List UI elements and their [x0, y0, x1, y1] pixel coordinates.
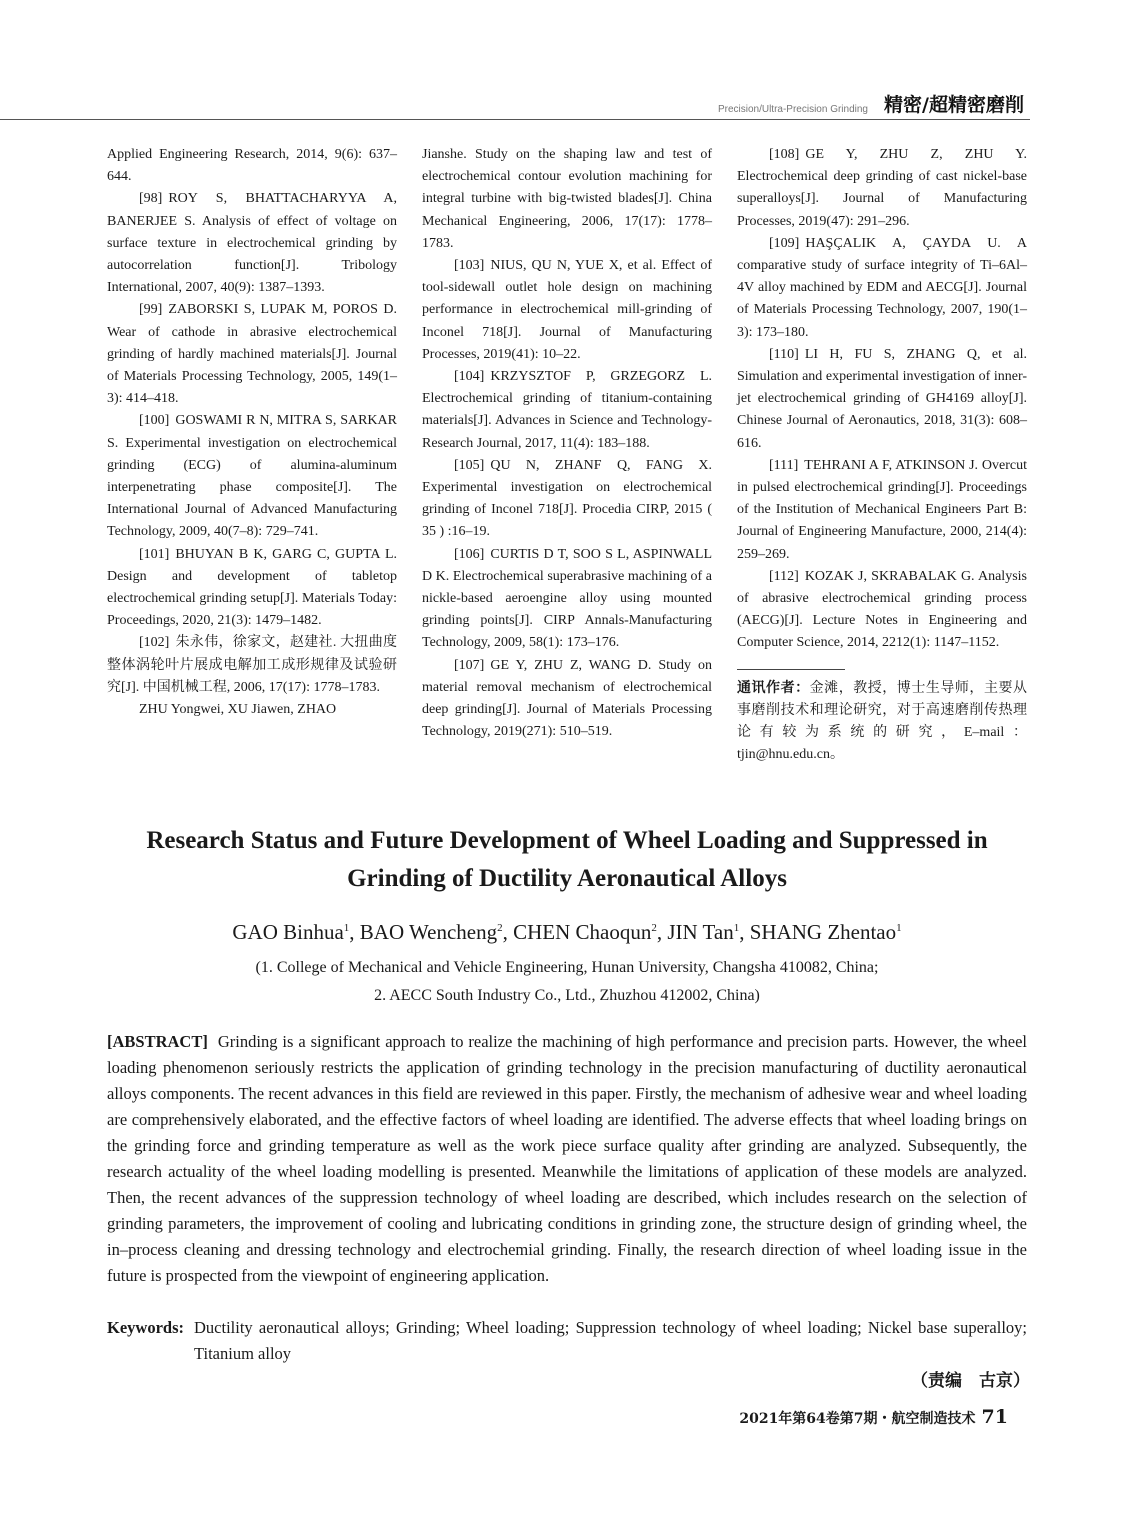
- journal-issue: 2021年第64卷第7期・航空制造技术: [739, 1411, 976, 1427]
- correspondence-divider: [737, 669, 845, 670]
- reference-text: LI H, FU S, ZHANG Q, et al. Simulation and experimental investigation of inner-jet electrochemical grinding of GH4169 alloy[J]. Chinese Journal of Aeronautics, 2018, 31(3): 608–616.: [737, 346, 1027, 451]
- reference-text: GE Y, ZHU Z, ZHU Y. Electrochemical deep grinding of cast nickel-base superalloys[J]. Journal of Manufacturing Processes, 2019(47): 291–296.: [737, 147, 1027, 229]
- reference-number: [108]: [769, 147, 800, 162]
- reference-item: [107, 299, 397, 410]
- page-footer: [739, 1406, 1008, 1428]
- reference-number: [100]: [139, 413, 170, 429]
- reference-text: 朱永伟，徐家文，赵建社. 大扭曲度整体涡轮叶片展成电解加工成形规律及试验研究[J]. 中国机械工程, 2006, 17(17): 1778–1783.: [107, 635, 397, 695]
- reference-text: Jianshe. Study on the shaping law and test of electrochemical contour evolution machining for integral turbine with big-twisted blades[J]. China Mechanical Engineering, 2006, 17(17): 1778–1783.: [422, 147, 712, 251]
- reference-item: [737, 344, 1027, 455]
- abstract: [107, 1029, 1027, 1289]
- reference-number: [109]: [769, 235, 800, 251]
- author-affiliation-mark: 1: [343, 922, 350, 934]
- reference-text: ZABORSKI S, LUPAK M, POROS D. Wear of cathode in abrasive electrochemical grinding of hardly machined materials[J]. Journal of Materials Processing Technology, 2005, 149(1–3): 414–418.: [107, 302, 397, 407]
- reference-number: [103]: [454, 258, 485, 274]
- reference-text: TEHRANI A F, ATKINSON J. Overcut in pulsed electrochemical grinding[J]. Proceedings of the Institution of Mechanical Engineers Part B: Journal of Engineering Manufacture, 2000, 214(4): 259–269.: [737, 457, 1027, 562]
- reference-number: [107]: [454, 657, 485, 673]
- reference-item: [107, 410, 397, 543]
- running-header: [0, 88, 1030, 120]
- abstract-label: [ABSTRACT]: [107, 1032, 208, 1051]
- author-name: CHEN Chaoqun: [513, 920, 652, 944]
- reference-item: [422, 544, 712, 655]
- reference-item: [107, 144, 397, 188]
- keywords-text: Ductility aeronautical alloys; Grinding; Wheel loading; Suppression technology of wheel loading; Nickel base superalloy; Titanium alloy: [194, 1318, 1027, 1363]
- reference-list-3: [737, 144, 1027, 655]
- author-affiliation-mark: 2: [651, 922, 657, 934]
- reference-text: ROY S, BHATTACHARYYA A, BANERJEE S. Analysis of effect of voltage on surface texture in electrochemical grinding by autocorrelation function[J]. Tribology International, 2007, 40(9): 1387–1393.: [107, 191, 397, 296]
- reference-number: [99]: [139, 302, 163, 318]
- reference-item: [107, 699, 397, 721]
- reference-text: Applied Engineering Research, 2014, 9(6): 637–644.: [107, 147, 397, 185]
- affiliation-line-2: 2. AECC South Industry Co., Ltd., Zhuzhou 412002, China): [374, 987, 760, 1004]
- reference-text: GOSWAMI R N, MITRA S, SARKAR S. Experimental investigation on electrochemical grinding (ECG) of alumina-aluminum interpenetrating phase composite[J]. The International Journal of Advanced Manufacturing Technology, 2009, 40(7–8): 729–741.: [107, 413, 397, 540]
- reference-item: [422, 366, 712, 455]
- reference-number: [112]: [769, 568, 799, 584]
- reference-column-2: [422, 144, 712, 769]
- header-section-en: Precision/Ultra-Precision Grinding: [717, 104, 868, 115]
- reference-item: [107, 632, 397, 699]
- reference-text: GE Y, ZHU Z, WANG D. Study on material removal mechanism of electrochemical deep grinding[J]. Journal of Materials Processing Technology, 2019(271): 510–519.: [422, 657, 712, 740]
- reference-text: HAŞÇALIK A, ÇAYDA U. A comparative study of surface integrity of Ti–6Al–4V alloy machined by EDM and AECG[J]. Journal of Materials Processing Technology, 2007, 190(1–3): 173–180.: [737, 235, 1027, 340]
- author-affiliation-mark: 1: [896, 922, 902, 934]
- author-list: GAO Binhua$^1$, BAO Wencheng$^2$, CHEN Chaoqun$^2$, JIN Tan$^1$, SHANG Zhentao$^1$: [232, 920, 902, 944]
- reference-item: [737, 566, 1027, 655]
- article-title: Research Status and Future Development of Wheel Loading and Suppressed in Grinding of Ductility Aeronautical Alloys: [146, 827, 988, 892]
- affiliations: [107, 954, 1027, 1010]
- reference-text: ZHU Yongwei, XU Jiawen, ZHAO: [139, 702, 337, 718]
- reference-number: [101]: [139, 546, 170, 562]
- reference-text: CURTIS D T, SOO S L, ASPINWALL D K. Electrochemical superabrasive machining of a nickle-based aeroengine alloy using mounted grinding points[J]. CIRP Annals-Manufacturing Technology, 2009, 58(1): 173–176.: [422, 546, 712, 651]
- reference-item: [422, 455, 712, 544]
- reference-number: [104]: [454, 369, 485, 385]
- reference-item: [422, 255, 712, 366]
- reference-number: [105]: [454, 457, 485, 473]
- header-section-cn: 精密/超精密磨削: [884, 94, 1024, 116]
- references: [107, 144, 1027, 769]
- reference-number: [110]: [769, 346, 799, 362]
- keywords: [107, 1315, 1027, 1367]
- reference-column-1: [107, 144, 397, 769]
- reference-number: [98]: [139, 191, 163, 207]
- reference-number: [102]: [139, 635, 170, 651]
- correspondence-note: [737, 678, 1027, 767]
- abstract-text: Grinding is a significant approach to realize the machining of high performance and precision parts. However, the wheel loading phenomenon seriously restricts the application of grinding technology in the precision manufacturing of ductility aeronautical alloys components. The recent advances in this field are reviewed in this paper. Firstly, the mechanism of adhesive wear and wheel loading are comprehensively elaborated, and the effective factors of wheel loading are identified. The adverse effects that wheel loading brings on the grinding force and grinding temperature as well as the work piece surface quality after grinding are analyzed. Subsequently, the research actuality of the wheel loading modelling is presented. Meanwhile the limitations of application of these models are analyzed. Then, the recent advances of the suppression technology of wheel loading are described, which includes research on the selection of grinding parameters, the improvement of cooling and lubricating conditions in grinding zone, the structure design of grinding wheel, the in–process cleaning and dressing technology and electrochemial grinding. Finally, the research direction of wheel loading issue in the future is prospected from the viewpoint of engineering application.: [107, 1032, 1027, 1285]
- author-name: BAO Wencheng: [359, 920, 498, 944]
- keywords-label: Keywords:: [107, 1318, 184, 1337]
- affiliation-line-1: (1. College of Mechanical and Vehicle Engineering, Hunan University, Changsha 410082, China;: [255, 959, 879, 976]
- reference-item: [737, 233, 1027, 344]
- reference-item: [737, 144, 1027, 233]
- reference-item: [737, 455, 1027, 566]
- reference-number: [106]: [454, 546, 485, 562]
- reference-text: BHUYAN B K, GARG C, GUPTA L. Design and development of tabletop electrochemical grinding setup[J]. Materials Today: Proceedings, 2020, 21(3): 1479–1482.: [107, 546, 397, 629]
- correspondence-label: 通讯作者：: [737, 680, 810, 696]
- correspondence-text: 金滩，教授，博士生导师，主要从事磨削技术和理论研究，对于高速磨削传热理论有较为系统的研究，E–mail：tjin@hnu.edu.cn。: [737, 680, 1028, 763]
- reference-text: KRZYSZTOF P, GRZEGORZ L. Electrochemical grinding of titanium-containing materials[J]. Advances in Science and Technology-Research Journal, 2017, 11(4): 183–188.: [422, 369, 712, 451]
- reference-item: [107, 188, 397, 299]
- author-name: SHANG Zhentao: [749, 920, 897, 944]
- reference-text: NIUS, QU N, YUE X, et al. Effect of tool-sidewall outlet hole design on machining performance in electrochemical mill-grinding of Inconel 718[J]. Journal of Manufacturing Processes, 2019(41): 10–22.: [422, 258, 712, 362]
- editor-note: （责编 古京）: [911, 1371, 1030, 1391]
- reference-text: KOZAK J, SKRABALAK G. Analysis of abrasive electrochemical grinding process (AECG)[J]. Lecture Notes in Engineering and Computer Science, 2014, 2212(1): 1147–1152.: [737, 568, 1027, 651]
- reference-number: [111]: [769, 457, 799, 473]
- reference-item: [422, 144, 712, 255]
- author-affiliation-mark: 1: [733, 922, 740, 934]
- reference-item: [422, 655, 712, 744]
- reference-column-3: [737, 144, 1027, 769]
- author-name: JIN Tan: [667, 920, 734, 944]
- page-number: 71: [981, 1406, 1008, 1428]
- author-name: GAO Binhua: [232, 920, 344, 944]
- author-affiliation-mark: 2: [497, 922, 503, 934]
- reference-item: [107, 544, 397, 633]
- reference-text: QU N, ZHANF Q, FANG X. Experimental investigation on electrochemical grinding of Inconel 718[J]. Procedia CIRP, 2015 ( 35 ) :16–19.: [422, 457, 712, 540]
